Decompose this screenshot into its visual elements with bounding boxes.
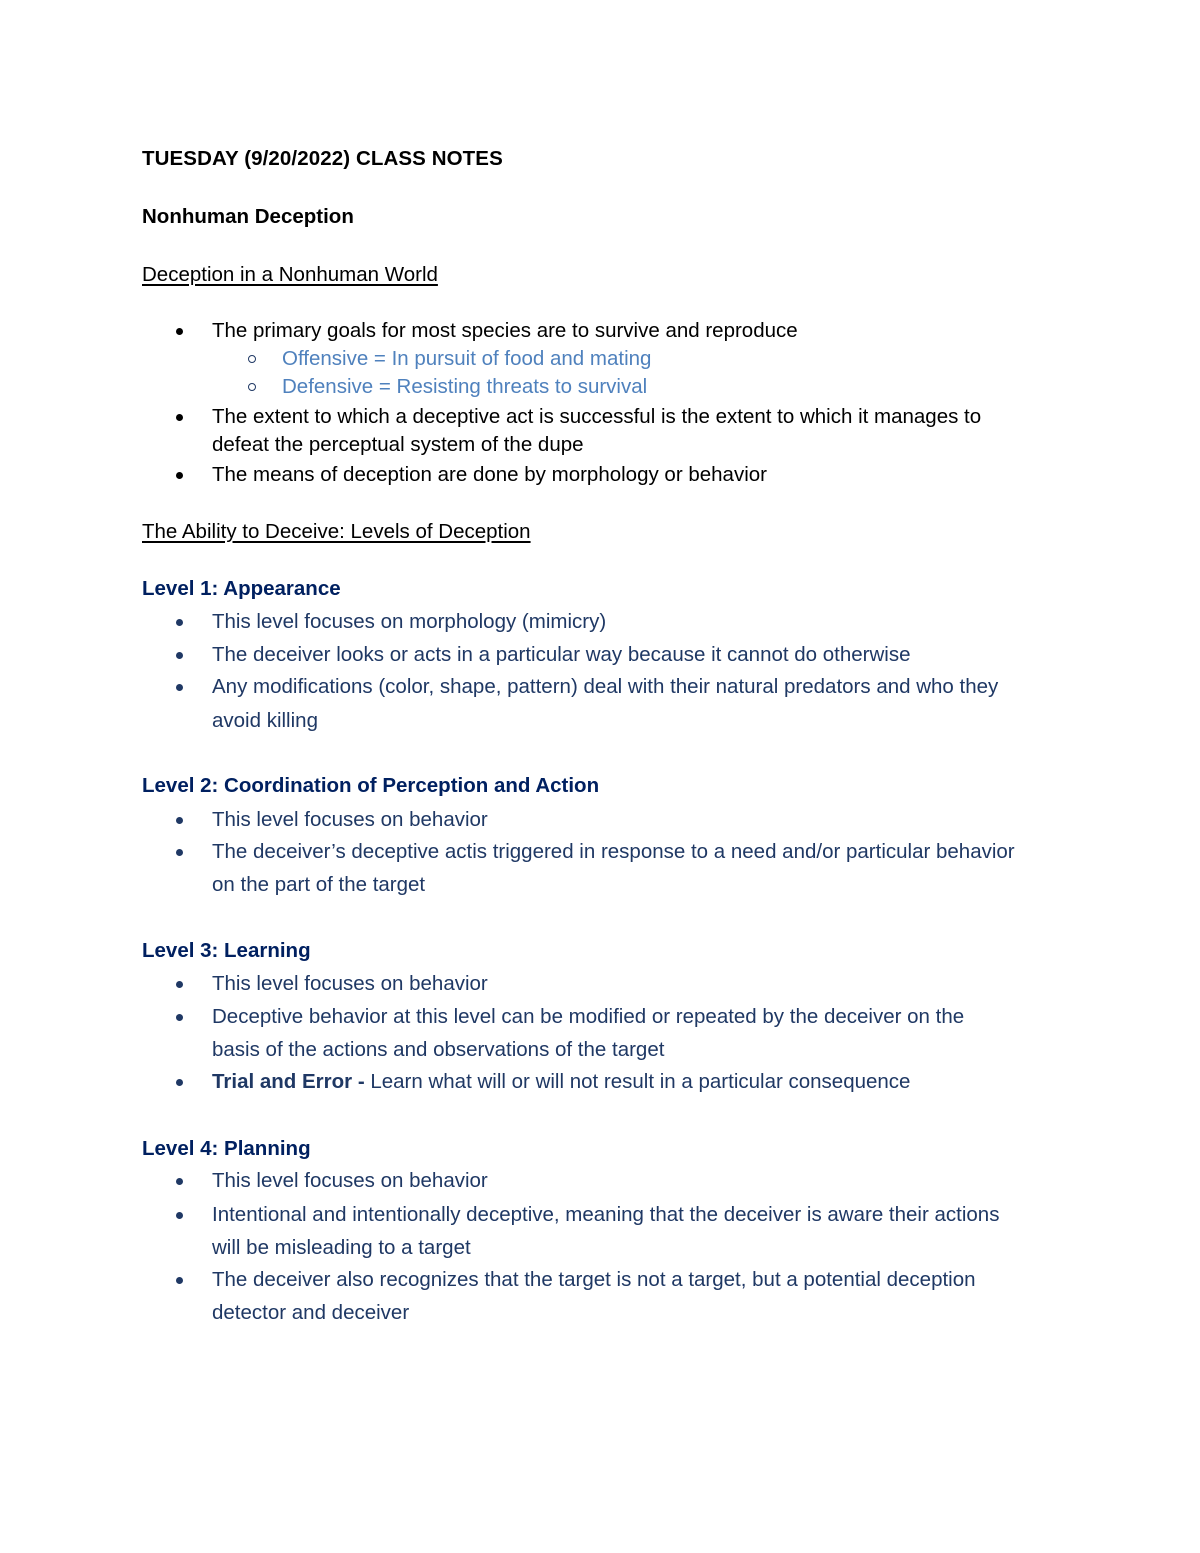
list-item: The primary goals for most species are to survive and reproduce — [212, 319, 798, 342]
level-4-heading: Level 4: Planning — [142, 1137, 311, 1160]
section-heading-ability-to-deceive: The Ability to Deceive: Levels of Deception — [142, 520, 531, 543]
sub-list-item-offensive: Offensive = In pursuit of food and mating — [282, 347, 652, 370]
list-item-continuation: defeat the perceptual system of the dupe — [212, 433, 584, 456]
document-subtitle: Nonhuman Deception — [142, 205, 354, 228]
bullet-icon — [176, 817, 183, 824]
document-title: TUESDAY (9/20/2022) CLASS NOTES — [142, 147, 503, 170]
list-item: This level focuses on behavior — [212, 972, 488, 995]
level-3-heading: Level 3: Learning — [142, 939, 311, 962]
list-item: The deceiver looks or acts in a particular way because it cannot do otherwise — [212, 643, 911, 666]
list-item-continuation: will be misleading to a target — [212, 1236, 471, 1259]
list-item-continuation: avoid killing — [212, 709, 318, 732]
list-item: The extent to which a deceptive act is successful is the extent to which it manages to — [212, 405, 982, 428]
bullet-icon — [176, 849, 183, 856]
bullet-icon — [176, 1079, 183, 1086]
list-item: Deceptive behavior at this level can be modified or repeated by the deceiver on the — [212, 1005, 965, 1028]
bullet-icon — [176, 1014, 183, 1021]
level-1-heading: Level 1: Appearance — [142, 577, 341, 600]
section-heading-deception-nonhuman-world: Deception in a Nonhuman World — [142, 263, 438, 286]
list-item: Intentional and intentionally deceptive, meaning that the deceiver is aware their actions — [212, 1203, 1000, 1226]
list-item-continuation: basis of the actions and observations of the target — [212, 1038, 665, 1061]
list-item: The deceiver’s deceptive actis triggered in response to a need and/or particular behavior — [212, 840, 1015, 863]
bullet-icon — [176, 981, 183, 988]
circle-bullet-icon — [248, 355, 256, 363]
list-item: This level focuses on morphology (mimicry) — [212, 610, 607, 633]
list-item: Any modifications (color, shape, pattern) deal with their natural predators and who they — [212, 675, 999, 698]
bullet-icon — [176, 1277, 183, 1284]
circle-bullet-icon — [248, 383, 256, 391]
bullet-icon — [176, 328, 183, 335]
trial-and-error-definition: Learn what will or will not result in a particular consequence — [364, 1070, 911, 1093]
list-item: The deceiver also recognizes that the target is not a target, but a potential deception — [212, 1268, 976, 1291]
trial-and-error-term: Trial and Error - — [212, 1070, 365, 1093]
bullet-icon — [176, 1212, 183, 1219]
bullet-icon — [176, 619, 183, 626]
bullet-icon — [176, 652, 183, 659]
bullet-icon — [176, 1178, 183, 1185]
bullet-icon — [176, 472, 183, 479]
bullet-icon — [176, 684, 183, 691]
list-item: This level focuses on behavior — [212, 808, 488, 831]
list-item: This level focuses on behavior — [212, 1169, 488, 1192]
level-2-heading: Level 2: Coordination of Perception and Action — [142, 774, 600, 797]
list-item-continuation: on the part of the target — [212, 873, 426, 896]
list-item: The means of deception are done by morphology or behavior — [212, 463, 767, 486]
bullet-icon — [176, 414, 183, 421]
list-item-continuation: detector and deceiver — [212, 1301, 410, 1324]
list-item-trial-and-error — [212, 1068, 910, 1096]
sub-list-item-defensive: Defensive = Resisting threats to survival — [282, 375, 648, 398]
